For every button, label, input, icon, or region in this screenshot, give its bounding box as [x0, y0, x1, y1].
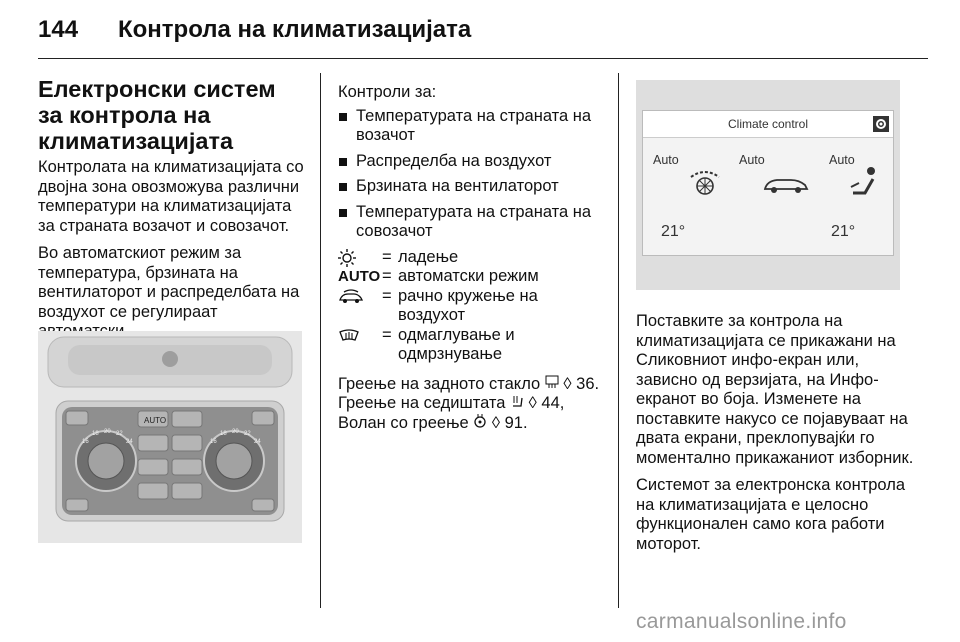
car-recirculation-icon	[338, 287, 382, 326]
ref-seat-heat: Греење на седиштата ◊ 44,	[338, 394, 565, 412]
header-rule	[38, 58, 928, 59]
page-ref-arrow[interactable]: ◊	[491, 413, 500, 432]
ref-steering-heat: Волан со греење ◊ 91.	[338, 413, 528, 432]
temp-right: 21°	[831, 223, 856, 240]
steering-wheel-heat-icon	[473, 414, 487, 432]
page-ref-arrow[interactable]: ◊	[528, 394, 537, 412]
climate-screen-illustration	[636, 80, 900, 290]
car-recirculation-icon	[761, 173, 811, 195]
windshield-defrost-icon	[338, 326, 382, 365]
page-header	[38, 16, 471, 44]
svg-text:24: 24	[254, 439, 261, 445]
auto-right-label: Auto	[829, 153, 855, 167]
paragraph-auto: Во автоматскиот режим за температура, брзината на вентилаторот и распределбата на воздухот се регулираат	[38, 244, 300, 321]
air-distribution-icon	[847, 165, 881, 199]
list-item: Брзината на вентилаторот	[338, 177, 608, 197]
fan-icon	[685, 167, 725, 197]
ref-rear-window: Греење на задното стакло ◊ 36.	[338, 374, 600, 393]
page-title: Контрола на климатизацијата	[118, 16, 472, 43]
legend-row-defrost: = одмаглување и одмрзнување	[338, 326, 608, 365]
section-heading: Електронски систем за контрола на климатизацијата	[38, 76, 276, 154]
screen-display	[642, 110, 894, 256]
column-divider-2	[618, 73, 619, 608]
paragraph-settings: Поставките за контрола на климатизацијата се прикажани на Сликовниот инфо-екран или, зависно од верзијата, на Инфо-екранот во боја. Изменете на поставките накусо се појавуваат на двата екрани, преклопувајќи го моментално прикажаниот изборник.	[636, 312, 914, 467]
list-item: Температурата на страната на совозачот	[338, 203, 608, 242]
photo-auto-label: AUTO	[144, 416, 167, 425]
list-item: Распределба на воздухот	[338, 152, 608, 172]
screen-title: Climate control	[727, 117, 809, 131]
svg-text:22: 22	[116, 431, 123, 437]
gear-icon	[873, 116, 889, 132]
page-ref[interactable]: 91.	[504, 413, 528, 432]
seat-heat-icon	[510, 394, 524, 412]
legend-def: ладење	[398, 247, 459, 266]
legend-def: автоматски режим	[398, 267, 539, 285]
list-item: Температурата на страната на возачот	[338, 107, 608, 146]
legend-row-recirculation: = рачно кружење на воздухот	[338, 287, 608, 326]
controls-list	[338, 107, 608, 242]
control-panel-photo	[38, 331, 302, 543]
svg-text:18: 18	[92, 431, 99, 437]
rear-window-heat-icon	[545, 375, 559, 393]
auto-left-label: Auto	[653, 153, 679, 167]
auto-mid-label: Auto	[739, 153, 765, 167]
legend-row-auto: AUTO = автоматски режим	[338, 267, 608, 287]
reference-list	[338, 375, 608, 434]
svg-text:24: 24	[126, 439, 133, 445]
svg-text:20: 20	[104, 429, 111, 435]
temp-left: 21°	[661, 223, 686, 240]
column-2	[338, 83, 608, 433]
legend-row-cooling: = ладење	[338, 248, 608, 268]
symbol-legend	[338, 248, 608, 365]
page-ref-arrow[interactable]: ◊	[563, 374, 572, 393]
column-1	[38, 76, 306, 350]
watermark: carmanualsonline.info	[636, 610, 847, 633]
column-divider-1	[320, 73, 321, 608]
page-ref[interactable]: 44,	[541, 394, 565, 412]
controls-intro: Контроли за:	[338, 83, 437, 101]
control-panel-illustration	[38, 331, 302, 543]
sun-icon	[338, 248, 382, 268]
svg-text:16: 16	[210, 439, 217, 445]
auto-symbol: AUTO	[338, 268, 381, 285]
column-3	[636, 312, 916, 562]
legend-def: рачно кружење на воздухот	[398, 286, 538, 324]
screen-titlebar	[643, 111, 893, 138]
paragraph-intro: Контролата на климатизацијата со двојна зона овозможува различни температури на климатизацијата за страната возачот и совозачот.	[38, 158, 304, 235]
legend-def: одмаглување и одмрзнување	[398, 325, 515, 363]
page-ref[interactable]: 36.	[576, 374, 600, 393]
svg-text:22: 22	[244, 431, 251, 437]
svg-text:18: 18	[220, 431, 227, 437]
paragraph-engine: Системот за електронска контрола на климатизацијата е целосно функционален само кога работи моторот.	[636, 476, 906, 553]
page-number: 144	[38, 16, 79, 43]
svg-text:16: 16	[82, 439, 89, 445]
svg-text:20: 20	[232, 429, 239, 435]
